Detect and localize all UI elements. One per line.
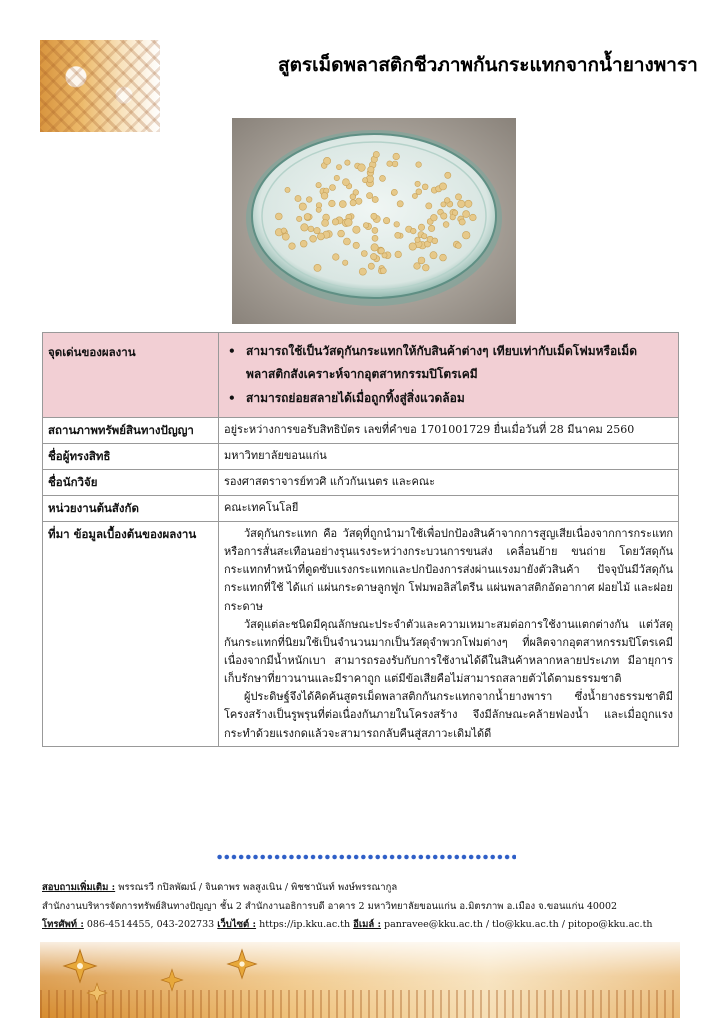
pellet bbox=[316, 207, 321, 212]
pellet bbox=[275, 213, 282, 220]
pellet bbox=[426, 203, 432, 209]
dotted-divider bbox=[216, 853, 516, 861]
pellet bbox=[368, 166, 374, 172]
decorative-banner-bottom bbox=[40, 942, 680, 1018]
pellet bbox=[316, 182, 321, 187]
pellet bbox=[324, 157, 331, 164]
pellet bbox=[314, 227, 320, 233]
background-paragraph: วัสดุแต่ละชนิดมีคุณลักษณะประจำตัวและความเหมาะสมต่อการใช้งานแตกต่างกัน แต่วัสดุกันกระแทกที่นิยมใช้เป็นจำนวนมากเป็นวัสดุจำพวกโฟมต่างๆ ที่ผลิตจากอุตสาหกรรมปิโตรเคมี เนื่องจากมีน้ำหนักเบา สามารถรองรับกับการใช้งานได้ดีในสินค้าหลากหลายประเภท มีอายุการเก็บรักษาที่ยาวนานและมีราคาถูก แต่มีข้อเสียคือไม่สามารถสลายตัวได้ตามธรรมชาติ bbox=[224, 617, 673, 686]
pellet bbox=[353, 190, 359, 196]
pellet bbox=[367, 193, 373, 199]
pellet bbox=[394, 222, 400, 228]
pellet bbox=[463, 211, 470, 218]
researcher-row bbox=[43, 470, 679, 496]
pellet bbox=[392, 161, 398, 167]
pellet bbox=[409, 243, 416, 250]
pellet bbox=[432, 238, 438, 244]
ip-status-label: สถานภาพทรัพย์สินทางปัญญา bbox=[43, 418, 219, 444]
highlight-bullet: • สามารถย่อยสลายได้เมื่อถูกทิ้งสู่สิ่งแวดล้อม bbox=[240, 387, 673, 410]
pellet bbox=[387, 161, 393, 167]
pellet bbox=[345, 219, 353, 227]
pellet bbox=[418, 257, 425, 264]
pellet bbox=[371, 244, 378, 251]
pellet bbox=[304, 214, 311, 221]
pellet bbox=[430, 252, 437, 259]
pellet bbox=[445, 172, 451, 178]
pellet bbox=[317, 233, 324, 240]
pellet bbox=[393, 153, 400, 160]
pellet bbox=[372, 235, 378, 241]
pellet bbox=[359, 268, 366, 275]
web-label: เว็บไซต์ : bbox=[217, 919, 257, 931]
researcher-value: รองศาสตราจารย์ทวศิ แก้วกันเนตร และคณะ bbox=[219, 470, 679, 496]
pellet bbox=[285, 187, 290, 192]
pellet bbox=[395, 251, 402, 258]
contact-block bbox=[42, 879, 682, 935]
pellet bbox=[455, 194, 461, 200]
website-link[interactable]: https://ip.kku.ac.th bbox=[259, 919, 351, 931]
pellet bbox=[383, 217, 389, 223]
pellet bbox=[416, 189, 422, 195]
petri-dish-photo bbox=[232, 118, 516, 324]
pellet bbox=[334, 175, 339, 180]
pellet bbox=[415, 181, 420, 186]
page-title: สูตรเม็ดพลาสติกชีวภาพกันกระแทกจากน้ำยางพารา bbox=[278, 54, 698, 76]
highlight-content bbox=[219, 333, 679, 418]
pellet bbox=[414, 263, 421, 270]
address-line: สำนักงานบริหารจัดการทรัพย์สินทางปัญญา ชั้น 2 สำนักงานอธิการบดี อาคาร 2 มหาวิทยาลัยขอนแก่น อ.มิตรภาพ อ.เมือง จ.ขอนแก่น 40002 bbox=[42, 900, 618, 912]
decorative-banner-top bbox=[40, 40, 160, 132]
pellet bbox=[444, 198, 450, 204]
inquiry-label: สอบถามเพิ่มเติม : bbox=[42, 882, 116, 893]
phone-value: 086-4514455, 043-202733 bbox=[86, 919, 215, 931]
pellet bbox=[282, 233, 289, 240]
flower-ornament-icon bbox=[62, 948, 98, 984]
pellet bbox=[329, 200, 336, 207]
pellet bbox=[336, 165, 341, 170]
pellet bbox=[380, 175, 386, 181]
pellet bbox=[459, 219, 465, 225]
pellet bbox=[358, 164, 366, 172]
pellet bbox=[300, 240, 307, 247]
pellet bbox=[371, 213, 377, 219]
pellet bbox=[353, 226, 360, 233]
ip-status-row bbox=[43, 418, 679, 444]
pellet bbox=[470, 214, 477, 221]
pellet bbox=[441, 213, 447, 219]
pellet bbox=[423, 264, 430, 271]
flower-ornament-icon bbox=[160, 968, 184, 992]
pellet bbox=[289, 243, 296, 250]
inquiry-names: พรรณรวี กปิลพัฒน์ / จินดาพร พลสูงเนิน / พิชชานันท์ พงษ์พรรณากูล bbox=[118, 882, 398, 893]
email-label: อีเมล์ : bbox=[353, 919, 382, 931]
pellet bbox=[310, 235, 317, 242]
pellet bbox=[356, 198, 362, 204]
highlight-bullet: • สามารถใช้เป็นวัสดุกันกระแทกให้กับสินค้าต่างๆ เทียบเท่ากับเม็ดโฟมหรือเม็ดพลาสติกสังเคราะห์จากอุตสาหกรรมปิโตรเคมี bbox=[240, 340, 673, 387]
pellet bbox=[443, 222, 449, 228]
pellet bbox=[439, 183, 446, 190]
background-paragraph: ผู้ประดิษฐ์จึงได้คิดค้นสูตรเม็ดพลาสติกกันกระแทกจากน้ำยางพารา ซึ่งน้ำยางธรรมชาติมีโครงสร้างเป็นรูพรุนที่ต่อเนื่องกันภายในโครงสร้าง จึงมีลักษณะคล้ายฟองน้ำ และเมื่อถูกแรงกระทำด้วยแรงกดแล้วจะสามารถกลับคืนสู่สภาวะเดิมได้ดี bbox=[224, 690, 673, 740]
pellet bbox=[368, 263, 374, 269]
owner-label: ชื่อผู้ทรงสิทธิ bbox=[43, 444, 219, 470]
pellet bbox=[281, 228, 286, 233]
pellet bbox=[338, 230, 345, 237]
owner-row bbox=[43, 444, 679, 470]
unit-label: หน่วยงานต้นสังกัด bbox=[43, 496, 219, 522]
pellet bbox=[371, 253, 377, 259]
pellet bbox=[322, 220, 329, 227]
background-row bbox=[43, 522, 679, 747]
flower-ornament-icon bbox=[226, 948, 258, 980]
pellet bbox=[330, 185, 336, 191]
background-label: ที่มา ข้อมูลเบื้องต้นของผลงาน bbox=[43, 522, 219, 747]
pellet bbox=[440, 254, 447, 261]
pellet bbox=[339, 201, 346, 208]
pellet bbox=[373, 151, 379, 157]
pellet bbox=[306, 197, 312, 203]
researcher-label: ชื่อนักวิจัย bbox=[43, 470, 219, 496]
pellet bbox=[450, 215, 455, 220]
highlight-row bbox=[43, 333, 679, 418]
pellet bbox=[418, 224, 424, 230]
pellet bbox=[380, 268, 386, 274]
pellet bbox=[343, 238, 350, 245]
pellet bbox=[431, 214, 438, 221]
pellet bbox=[422, 184, 428, 190]
background-paragraph: วัสดุกันกระแทก คือ วัสดุที่ถูกนำมาใช้เพื่อปกป้องสินค้าจากการสูญเสียเนื่องจากการกระแทกหรือการสั่นสะเทือนอย่างรุนแรงระหว่างกระบวนการขนส่ง เคลื่อนย้าย ขนถ่าย โดยวัสดุกันกระแทกทำหน้าที่ดูดซับแรงกระแทกและปกป้องการส่งผ่านแรงมายังตัวสินค้า ปัจจุบันมีวัสดุกันกระแทกที่ใช้ ได้แก่ แผ่นกระดาษลูกฟูก โฟมพอลิสไตรีน แผ่นพลาสติกอัดอากาศ ฝอยไม้ และฝอยกระดาษ bbox=[224, 527, 673, 613]
pellet bbox=[422, 234, 427, 239]
pellet bbox=[378, 248, 384, 254]
pellet bbox=[361, 251, 367, 257]
pellet bbox=[332, 219, 338, 225]
info-table bbox=[42, 332, 679, 747]
pellet bbox=[321, 192, 328, 199]
pellet bbox=[416, 162, 422, 168]
pellet bbox=[295, 195, 301, 201]
pellet bbox=[350, 200, 356, 206]
pellet bbox=[333, 254, 340, 261]
ip-status-value: อยู่ระหว่างการขอรับสิทธิบัตร เลขที่คำขอ 1701001729 ยื่นเมื่อวันที่ 28 มีนาคม 2560 bbox=[219, 418, 679, 444]
pellet bbox=[412, 193, 417, 198]
background-content bbox=[219, 522, 679, 747]
owner-value: มหาวิทยาลัยขอนแก่น bbox=[219, 444, 679, 470]
pellet bbox=[397, 201, 403, 207]
pellet bbox=[301, 224, 308, 231]
inquiry-line bbox=[42, 879, 682, 898]
pellet bbox=[428, 225, 434, 231]
pellet bbox=[353, 242, 359, 248]
pellet bbox=[372, 227, 378, 233]
pellet bbox=[465, 200, 472, 207]
unit-value: คณะเทคโนโลยี bbox=[219, 496, 679, 522]
pellet bbox=[415, 237, 420, 242]
pellet bbox=[299, 203, 306, 210]
pellet bbox=[297, 216, 302, 221]
email-links[interactable]: panravee@kku.ac.th / tlo@kku.ac.th / pitopo@kku.ac.th bbox=[384, 919, 653, 931]
pellet bbox=[458, 200, 465, 207]
flower-ornament-icon bbox=[86, 982, 108, 1004]
pellet bbox=[411, 228, 417, 234]
pellet bbox=[395, 232, 401, 238]
pellet bbox=[391, 189, 397, 195]
pellet bbox=[343, 260, 348, 265]
pellet bbox=[363, 223, 368, 228]
unit-row bbox=[43, 496, 679, 522]
pellet bbox=[314, 264, 321, 271]
highlight-label: จุดเด่นของผลงาน bbox=[43, 333, 219, 418]
contact-channels-line bbox=[42, 916, 682, 935]
pellet bbox=[342, 179, 349, 186]
pellet bbox=[308, 226, 314, 232]
pellet bbox=[363, 178, 368, 183]
pellet bbox=[372, 196, 378, 202]
pellet bbox=[345, 160, 350, 165]
pellet bbox=[462, 231, 470, 239]
pellet bbox=[456, 243, 462, 249]
phone-label: โทรศัพท์ : bbox=[42, 919, 84, 931]
